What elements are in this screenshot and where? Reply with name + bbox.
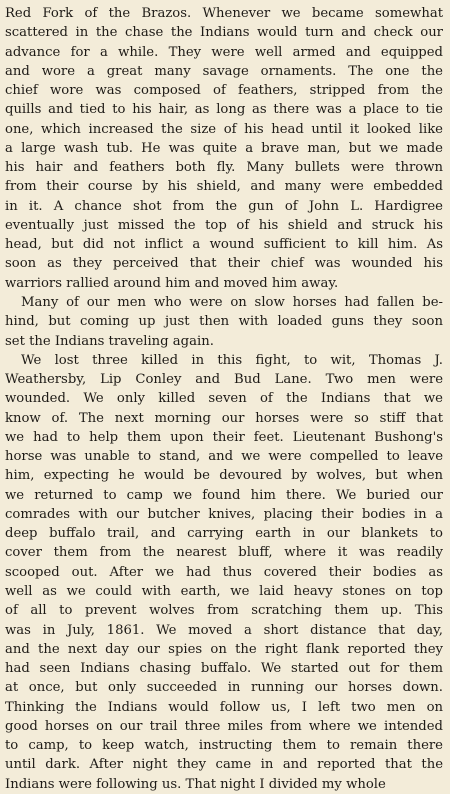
text-line: Many of our men who were on slow horses had fallen be- [21, 294, 443, 310]
text-line: scattered in the chase the Indians would turn and check our [5, 25, 443, 41]
text-line: until dark. After night they came in and reported that the [5, 757, 443, 773]
text-line: horse was unable to stand, and we were compelled to leave [5, 449, 443, 465]
text-line: quills and tied to his hair, as long as there was a place to tie [5, 102, 443, 118]
text-line: his hair and feathers both fly. Many bullets were thrown [5, 160, 443, 176]
text-line: Indians were following us. That night I divided my whole [5, 776, 386, 792]
text-line: and the next day our spies on the right flank reported they [5, 641, 443, 657]
text-line: good horses on our trail three miles from where we intended [5, 718, 443, 734]
text-line: comrades with our butcher knives, placing their bodies in a [5, 506, 443, 522]
text-line: head, but did not inflict a wound sufficient to kill him. As [5, 237, 443, 253]
text-line: know of. The next morning our horses were so stiff that [5, 410, 443, 426]
text-line: scooped out. After we had thus covered their bodies as [5, 564, 443, 580]
text-line: we returned to camp we found him there. We buried our [5, 487, 443, 503]
text-line: advance for a while. They were well armed and equipped [5, 44, 443, 60]
text-line: had seen Indians chasing buffalo. We started out for them [5, 661, 443, 677]
text-line: Red Fork of the Brazos. Whenever we became somewhat [5, 6, 443, 21]
text-line: him, expecting he would be devoured by wolves, but when [5, 468, 443, 484]
text-line: hind, but coming up just then with loaded guns they soon [5, 314, 443, 330]
text-line: we had to help them upon their feet. Lieutenant Bushong's [5, 429, 443, 445]
text-line: from their course by his shield, and many were embedded [5, 179, 443, 195]
text-line: in it. A chance shot from the gun of John L. Hardigree [5, 198, 443, 214]
text-line: and wore a great many savage ornaments. The one the [5, 63, 443, 79]
text-line: of all to prevent wolves from scratching them up. This [5, 603, 443, 619]
text-line: a large wash tub. He was quite a brave man, but we made [5, 140, 443, 156]
text-line: set the Indians traveling again. [5, 333, 214, 349]
text-line: at once, but only succeeded in running our horses down. [5, 680, 443, 696]
text-line: Weathersby, Lip Conley and Bud Lane. Two men were [5, 372, 443, 388]
text-line: deep buffalo trail, and carrying earth in our blankets to [5, 526, 443, 542]
text-line: Thinking the Indians would follow us, I left two men on [5, 699, 443, 715]
text-line: cover them from the nearest bluff, where it was readily [5, 545, 443, 561]
text-line: one, which increased the size of his head until it looked like [5, 121, 443, 137]
text-line: wounded. We only killed seven of the Indians that we [5, 391, 443, 407]
text-line: soon as they perceived that their chief was wounded his [5, 256, 443, 272]
text-line: chief wore was composed of feathers, stripped from the [5, 83, 443, 99]
text-line: was in July, 1861. We moved a short distance that day, [5, 622, 443, 638]
text-line: warriors rallied around him and moved him away. [5, 275, 339, 291]
text-line: eventually just missed the top of his shield and struck his [5, 217, 443, 233]
text-line: We lost three killed in this fight, to wit, Thomas J. [21, 352, 443, 368]
text-line: well as we could with earth, we laid heavy stones on top [5, 583, 443, 599]
text-line: to camp, to keep watch, instructing them to remain there [5, 738, 443, 754]
text-column [5, 4, 443, 794]
